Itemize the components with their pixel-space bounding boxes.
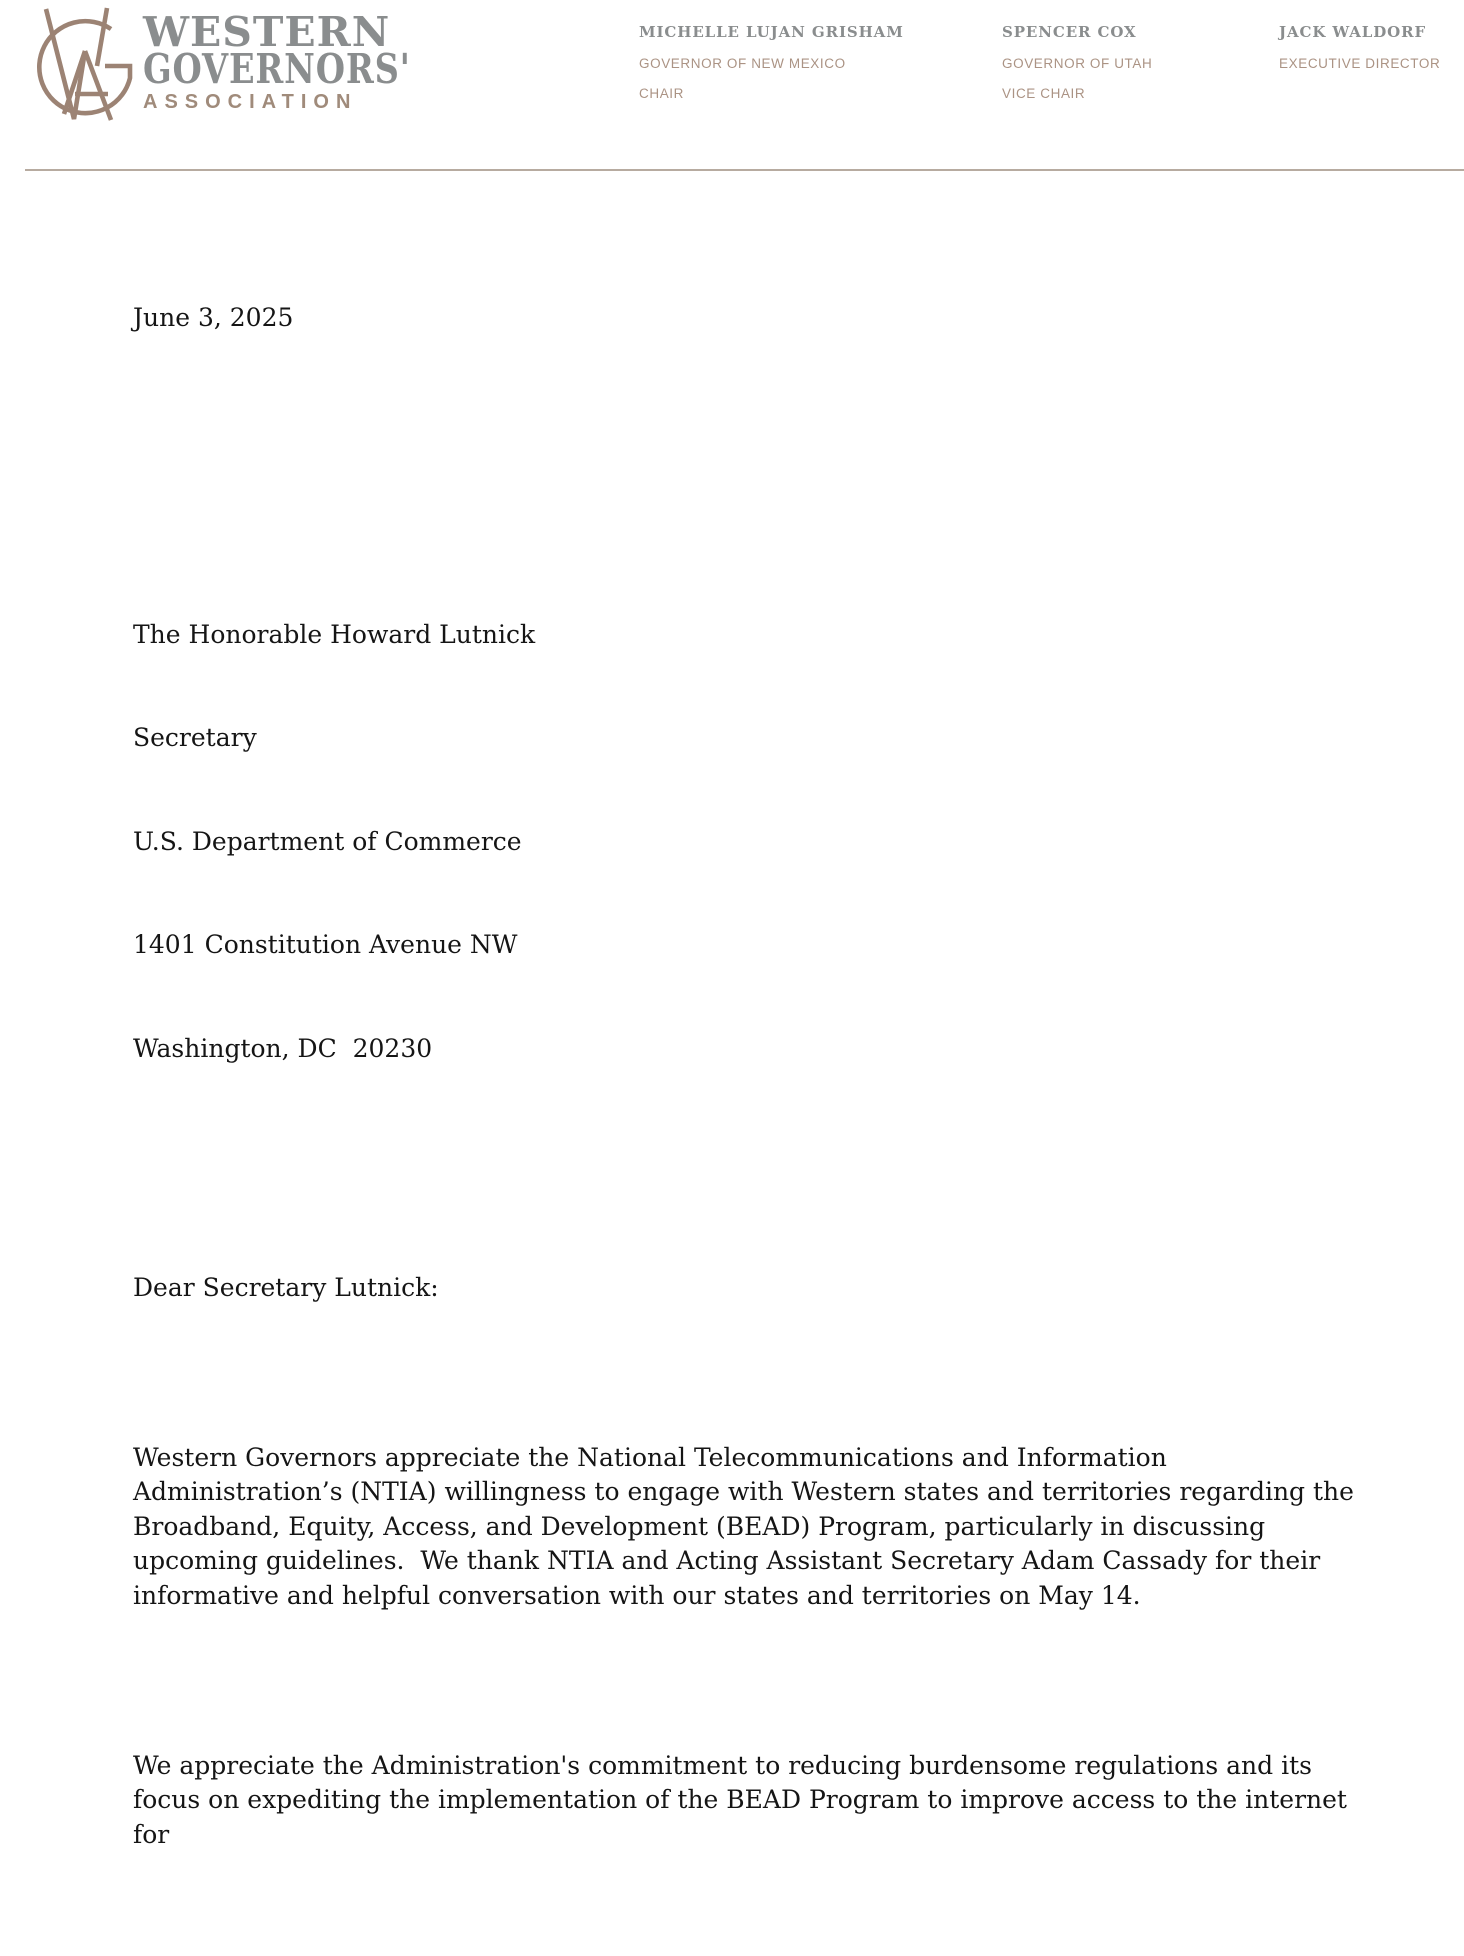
wordmark-governors: GOVERNORS' <box>143 45 411 93</box>
salutation: Dear Secretary Lutnick: <box>133 1272 439 1302</box>
paragraph-2: We appreciate the Administration's commitment to reducing burdensome regulations and its focus on expediting the implementation of the BEAD Program to improve access to the internet for <box>133 1750 1355 1849</box>
official-role: CHAIR <box>639 86 685 101</box>
official-title: GOVERNOR OF NEW MEXICO <box>639 56 846 71</box>
recipient-city-state-zip: Washington, DC 20230 <box>133 1033 433 1063</box>
wordmark-western: WESTERN <box>143 8 391 56</box>
wga-wordmark <box>143 8 470 113</box>
official-executive-director <box>1279 23 1440 72</box>
letter-body <box>133 170 1373 1956</box>
wordmark-association: ASSOCIATION <box>143 91 358 113</box>
official-name: SPENCER COX <box>1002 23 1137 41</box>
official-name: JACK WALDORF <box>1279 23 1426 41</box>
recipient-address-block <box>133 549 1373 1136</box>
letter-date: June 3, 2025 <box>133 302 294 332</box>
official-title: GOVERNOR OF UTAH <box>1002 56 1153 71</box>
official-chair <box>639 23 904 102</box>
recipient-name: The Honorable Howard Lutnick <box>133 619 536 649</box>
recipient-street: 1401 Constitution Avenue NW <box>133 930 518 959</box>
official-vice-chair <box>1002 23 1152 102</box>
official-title: EXECUTIVE DIRECTOR <box>1279 56 1441 71</box>
recipient-title: Secretary <box>133 723 257 752</box>
official-role: VICE CHAIR <box>1002 86 1086 101</box>
wga-monogram-icon <box>33 6 143 126</box>
recipient-organization: U.S. Department of Commerce <box>133 826 522 856</box>
official-name: MICHELLE LUJAN GRISHAM <box>639 23 904 41</box>
paragraph-1: Western Governors appreciate the National Telecommunications and Information Administration’s (NTIA) willingness to engage with Western states and territories regarding the Broadband, Equity, Access, and Development (BEAD) Program, particularly in discussing upcoming guidelines. We thank NTIA and Acting Assistant Secretary Adam Cassady for their informative and helpful conversation with our states and territories on May 14. <box>133 1442 1362 1610</box>
